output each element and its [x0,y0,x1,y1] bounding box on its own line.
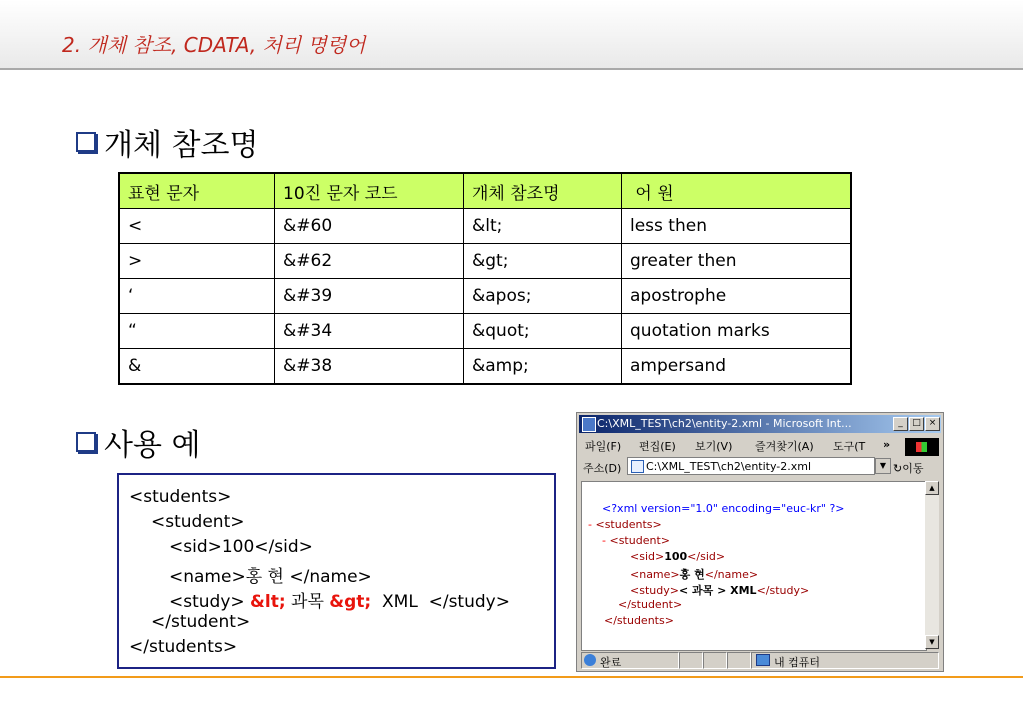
address-value: C:\XML_TEST\ch2\entity-2.xml [646,460,812,473]
xml-value: < 과목 > XML [678,584,757,597]
xml-tag: </students> [604,614,674,627]
address-bar [579,455,941,477]
table-header-cell: 표현 문자 [119,173,275,209]
table-cell: > [119,244,275,279]
table-cell: &#38 [275,349,464,385]
xml-line [588,518,662,531]
table-cell: &#62 [275,244,464,279]
vertical-scrollbar[interactable] [925,481,939,649]
table-cell: &apos; [464,279,622,314]
collapse-toggle[interactable]: - [588,518,592,531]
table-row [119,244,851,279]
table-cell: quotation marks [622,314,852,349]
table-cell: & [119,349,275,385]
computer-icon [756,654,770,666]
table-header-row [119,173,851,209]
code-line: <sid>100</sid> [169,537,313,557]
section-heading-text: 사용 예 [104,428,201,463]
table-row [119,279,851,314]
go-arrow-icon: ↻ [893,462,903,475]
code-line [169,587,510,612]
xml-tag: </student> [618,598,683,611]
slide-header [0,0,1023,70]
xml-code-example [117,473,556,669]
table-cell: greater then [622,244,852,279]
collapse-toggle[interactable]: - [602,534,606,547]
entity-reference-table [118,172,852,385]
menu-favorites[interactable]: 즐겨찾기(A) [755,440,814,453]
menu-file[interactable]: 파일(F) [585,440,622,453]
xml-line [602,534,670,547]
close-button[interactable]: × [925,417,940,431]
windows-logo-icon [905,438,939,456]
table-cell: less then [622,209,852,244]
xml-tag: <student> [609,534,670,547]
address-dropdown-button[interactable]: ▼ [875,458,891,474]
table-row [119,349,851,385]
xml-value: 홍 현 [679,568,705,581]
scroll-up-icon[interactable]: ▲ [925,481,939,495]
browser-titlebar[interactable] [579,415,941,433]
xml-line [630,582,809,598]
code-line: <name>홍 현 </name> [169,567,372,587]
table-cell: ‘ [119,279,275,314]
table-cell: &gt; [464,244,622,279]
xml-tag: </name> [704,568,759,581]
xml-tag: <name> [630,568,680,581]
menu-view[interactable]: 보기(V) [695,440,733,453]
table-cell: &quot; [464,314,622,349]
xml-tag: </study> [756,584,810,597]
table-header-cell: 10진 문자 코드 [275,173,464,209]
page-icon [631,460,644,473]
xml-line [630,566,758,582]
xml-tag: <sid> [630,550,665,563]
checkbox-bullet-icon [76,132,96,152]
table-cell: &amp; [464,349,622,385]
ie-icon [582,417,596,432]
code-line: <student> [151,512,245,532]
code-text: XML </study> [371,592,510,612]
table-cell: &#34 [275,314,464,349]
table-header-cell: 개체 참조명 [464,173,622,209]
table-cell: “ [119,314,275,349]
address-label: 주소(D) [583,462,622,475]
status-panel [581,652,679,669]
menu-bar [579,435,941,453]
status-bar [579,651,941,669]
menu-tools[interactable]: 도구(T [833,440,866,453]
xml-tag: <students> [595,518,662,531]
scroll-down-icon[interactable]: ▼ [925,635,939,649]
table-row [119,314,851,349]
code-text: <study> [169,592,251,612]
menu-edit[interactable]: 편집(E) [639,440,676,453]
status-zone-text: 내 컴퓨터 [774,656,821,669]
table-cell: &#39 [275,279,464,314]
slide-title: 2. 개체 참조, CDATA, 처리 명령어 [62,33,366,57]
status-zone-panel [751,652,939,669]
code-line: </student> [151,612,251,632]
table-row [119,209,851,244]
code-line: </students> [129,637,238,657]
xml-tree-view [581,481,927,651]
xml-line [630,550,725,563]
ie-status-icon [584,654,596,666]
table-header-cell: 어 원 [622,173,852,209]
browser-title: C:\XML_TEST\ch2\entity-2.xml - Microsoft Int... [597,417,852,430]
address-input[interactable] [627,457,875,475]
checkbox-bullet-icon [76,432,96,452]
xml-value: 100 [664,550,688,563]
entity-gt-highlight: &gt; [329,592,372,612]
table-cell: &#60 [275,209,464,244]
xml-tag: </sid> [687,550,726,563]
xml-declaration: <?xml version="1.0" encoding="euc-kr" ?> [602,502,845,515]
maximize-button[interactable]: □ [909,417,924,431]
table-cell: < [119,209,275,244]
table-cell: &lt; [464,209,622,244]
status-panel [703,652,727,669]
menu-more-icon[interactable]: » [883,438,891,451]
code-line: <students> [129,487,232,507]
section-heading-usage [76,420,200,464]
status-text: 완료 [600,656,622,669]
go-label: 이동 [902,462,924,475]
code-text: 과목 [285,592,330,612]
go-button[interactable] [893,460,923,476]
section-heading-text: 개체 참조명 [104,128,259,163]
footer-divider [0,676,1023,678]
status-panel [727,652,751,669]
xml-tag: <study> [630,584,679,597]
table-cell: apostrophe [622,279,852,314]
minimize-button[interactable]: _ [893,417,908,431]
table-cell: ampersand [622,349,852,385]
browser-window [576,412,944,672]
status-panel [679,652,703,669]
entity-lt-highlight: &lt; [250,592,286,612]
section-heading-entity-ref [76,120,258,164]
